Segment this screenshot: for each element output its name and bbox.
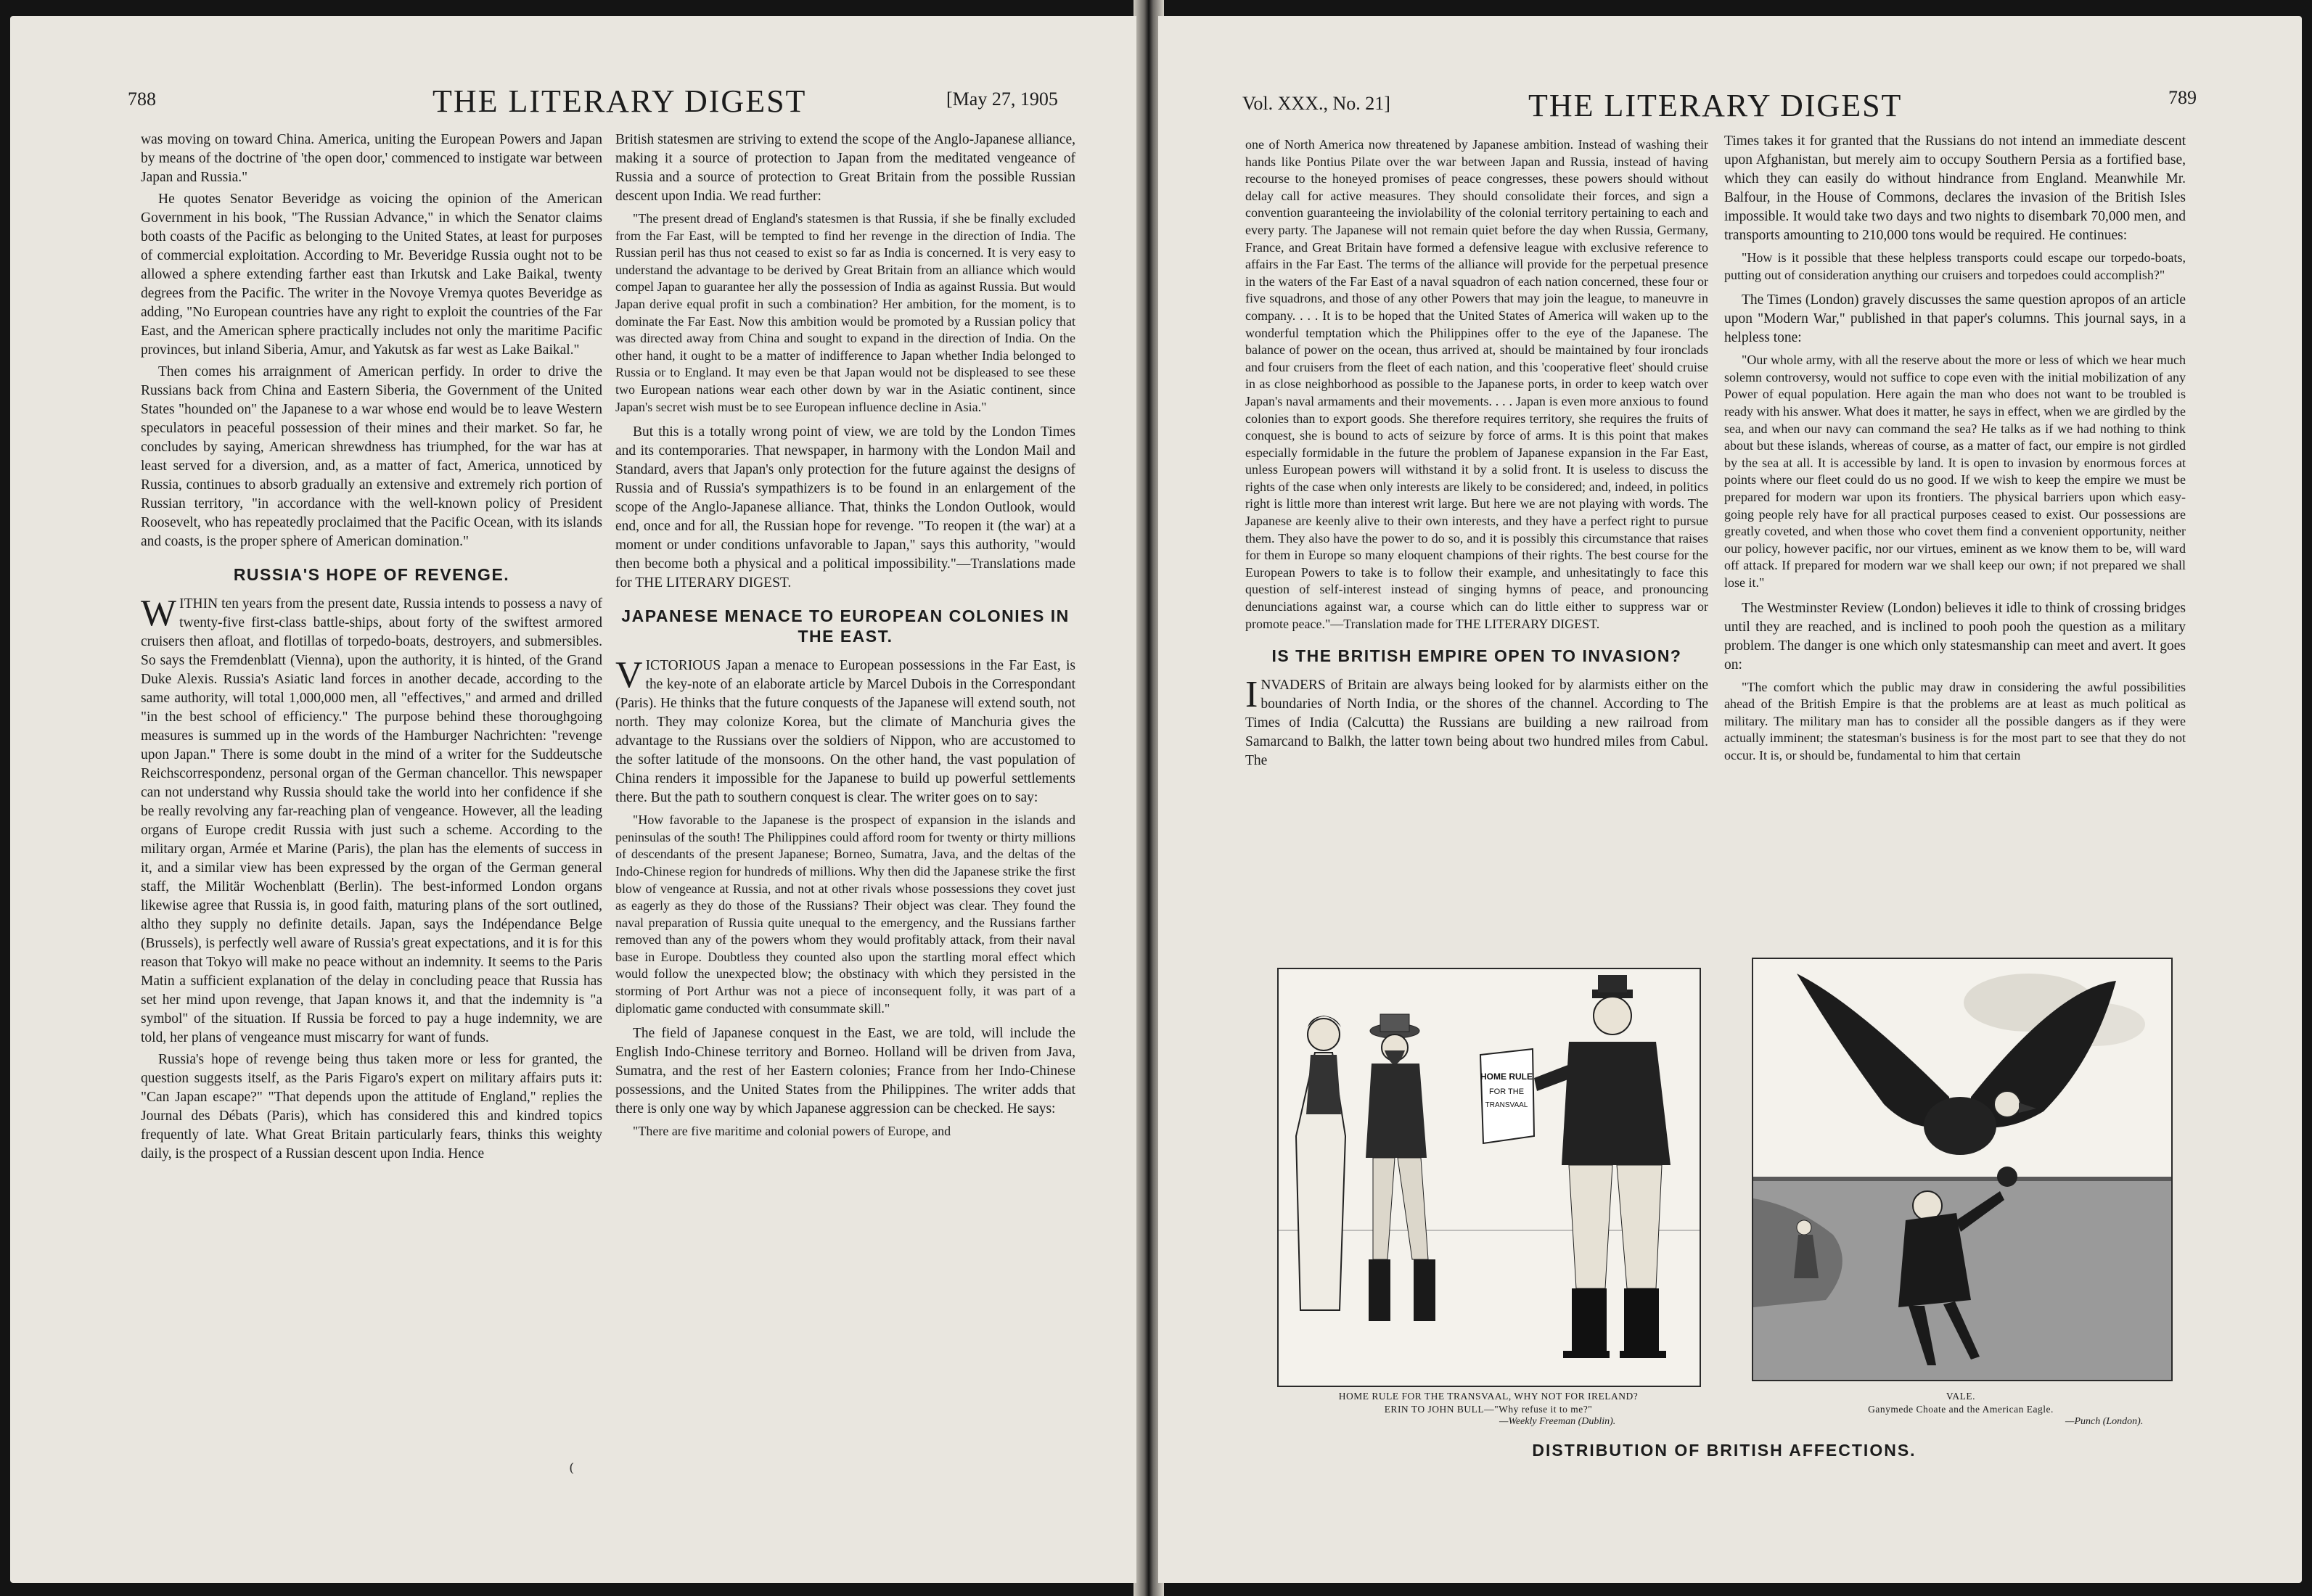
block-quote: "Our whole army, with all the reserve about the more or less of which we hear much solemn controversy, would not suffice to cope even with the initial mobilization of any Power of equal population. Here again the man who does not want to be troubled is ready with his answer. What does it matter, he says in effect, when we are girdled by the sea, and when our navy can command the sea? He talks as if we had nothing to think about but these islands, whereas of course, as a matter of fact, our empire is not girdled by the sea at all. It is accessible by land. It is open to invasion by enormous forces at points where our fleet could do us no good. If we wish to keep the empire we must be prepared for modern war upon its frontiers. The physical barriers upon which easy-going people rely have for all practical purposes ceased to exist. Our possessions are greatly coveted, and when those who covet them find a convenient opportunity, neither our policy, however pacific, nor our virtues, eminent as we know them to be, will ward off attack. If prepared for modern war we shall keep our own; if not prepared we shall lose it." [1724,353,2186,590]
block-quote: "The present dread of England's statesmen is that Russia, if she be finally excluded from the Far East, will be tempted to find her revenge in the direction of India. The Russian peril has thus not ceased to exist so far as India is concerned. It is very easy to understand the advantage to be derived by Great Britain from an alliance which would compel Japan to guarantee her ally the possession of India as against Russia. But would Japan derive equal profit in such a combination? Her ambition, for the moment, is to dominate the Far East. Now this ambition would be promoted by a Russian policy that was directed away from China and sought to expand in the direction of India. On the other hand, it ought to be a matter of indifference to Japan whether India belonged to Russia or to England. It may even be that Japan would not be displeased to see these two European nations wear each other down by war in the Asiatic continent, since Japan's secret wish must be to see European influence decline in Asia." [615,211,1075,414]
left-page [10,16,1136,1583]
cartoon-illustration [1279,969,1700,1386]
page-number: 788 [128,89,156,110]
drop-cap: I [1245,674,1258,716]
paragraph: ICTORIOUS Japan a menace to European possessions in the Far East, is the key-note of an elaborate article by Marcel Dubois in the Correspondant (Paris). He thinks that the future conquests of the Japanese will extend south, not north. They may colonize Korea, but the climate of Manchuria gives the advantage to the Russians over the soldiers of Nippon, who are accustomed to the softer latitude of the monsoons. On the other hand, the vast population of China renders it impossible for the Japanese to build up powerful settlements there. But the path to southern conquest is clear. The writer goes on to say: [615,658,1075,806]
masthead: THE LITERARY DIGEST [433,83,807,119]
paragraph: The Westminster Review (London) believes it idle to think of crossing bridges until they are reached, and is inclined to pooh pooh the question as a military problem. The danger is one which only statesmanship can meet and avert. It goes on: [1724,600,2186,672]
block-quote: "The comfort which the public may draw in considering the awful possibilities ahead of the British Empire is that the problems are at least as much political as military. The military man has to consider all the possible dangers as if they were actually imminent; the statesman's business is for the most part to see that they do not occur. It is, or should be, fundamental to him that certain [1724,679,2186,762]
page-number: 789 [2168,87,2197,108]
cartoon-caption-title: HOME RULE FOR THE TRANSVAAL, WHY NOT FOR IRELAND? [1338,1391,1639,1402]
cartoon-vale [1752,958,2173,1381]
pencil-mark: ⁽ [569,1460,575,1484]
drop-cap: V [615,654,643,696]
cartoon-caption-title: VALE. [1946,1391,1976,1402]
cartoon-caption-subtitle: Ganymede Choate and the American Eagle. [1868,1404,2054,1415]
paragraph: But this is a totally wrong point of view, we are told by the London Times and its contemporaries. That newspaper, in harmony with the London Mail and Standard, avers that Japan's only protection for the future against the designs of Russia and of Russia's sympathizers is to be found in an enlargement of the scope of the Anglo-Japanese alliance. That, thinks the London Outlook, would end, once and for all, the Russian hope for revenge. "To reopen it (the war) at a moment or under conditions unfavorable to Japan," says this authority, "would then become both a physical and a political impossibility."—Translations made for THE LITERARY DIGEST. [615,424,1075,591]
spread-caption: DISTRIBUTION OF BRITISH AFFECTIONS. [1532,1441,1917,1460]
paragraph: The Times (London) gravely discusses the same question apropos of an article upon "Modern War," published in that paper's columns. This journal says, in a helpless tone: [1724,292,2186,346]
cartoon-caption-dialogue: ERIN TO JOHN BULL—"Why refuse it to me?" [1384,1404,1593,1415]
left-column-1 [141,131,602,1458]
issue-date: [May 27, 1905 [946,89,1058,110]
cartoon-illustration [1753,959,2171,1380]
article-heading: RUSSIA'S HOPE OF REVENGE. [233,565,510,584]
cartoon-source: —Weekly Freeman (Dublin). [1499,1416,1616,1427]
paragraph: The field of Japanese conquest in the East, we are told, will include the English Indo-Chinese territory and Borneo. Holland will be driven from Java, Sumatra, and the rest of her Eastern colonies; France from her Indo-Chinese possessions, and the United States from the Philippines. The writer adds that there is only one way by which Japanese aggression can be checked. He says: [615,1026,1075,1117]
paragraph: Times takes it for granted that the Russians do not intend an immediate descent upon Afghanistan, but merely aim to occupy Southern Persia as a fortified base, which they can easily do without hindrance from England. Meanwhile Mr. Balfour, in the House of Commons, declares the invasion of the British Isles impossible. It would take two days and two nights to disembark 70,000 men, and transports amounting to 210,000 tons would be required. He continues: [1724,133,2186,243]
left-column-2 [615,131,1075,1458]
right-page [1158,16,2302,1583]
paragraph: Russia's hope of revenge being thus taken more or less for granted, the question suggests itself, as the Paris Figaro's expert on military affairs puts it: "Can Japan escape?" "That depends upon the attitude of England," replies the Journal des Débats (Paris), which has considered this and kindred topics frequently of late. What Great Britain particularly fears, thinks this weighty daily, is the prospect of a Russian descent upon India. Hence [141,1052,602,1161]
sign-text-2: FOR THE [1488,1087,1525,1096]
volume-number: Vol. XXX., No. 21] [1242,93,1390,114]
article-heading: JAPANESE MENACE TO EUROPEAN COLONIES IN THE EAST. [621,606,1070,646]
right-column-1 [1245,132,1708,941]
block-quote: "How is it possible that these helpless transports could escape our torpedo-boats, putting out of consideration anything our cruisers and torpedoes could accomplish?" [1724,250,2186,282]
sign-text: HOME RULE [1480,1071,1533,1082]
block-quote: one of North America now threatened by Japanese ambition. Instead of washing their hands like Pontius Pilate over the war between Japan and Russia, instead of having recourse to the honeyed promises of peace congresses, these powers should without delay call for active measures. They should consolidate their forces, and sign a convention guaranteeing the inviolability of the colonial territory pertaining to each and every party. The Japanese will not remain quiet before the day when Russia, Germany, France, and Great Britain have formed a defensive league with exclusive reference to affairs in the Far East. The terms of the alliance will provide for the perpetual presence in the waters of the Far East of a naval squadron of each nation concerned, these four or five squadrons, and those of any other Powers that may join the league, to maneuvre in company. . . . It is to be hoped that the United States of America will waken up to the wonderful temptation which the Philippines offer to the eye of the Japanese. The balance of power on the ocean, thus arrived at, should be maintained by four ironclads and four cruisers from the fleet of each nation, and this 'cooperative fleet' should cruise in as close neighborhood as possible to the Japanese ports, in order to keep watch over Japan's naval armaments and their movements. . . . Japan is even more anxious to found colonies than to export goods. She therefore requires territory, she requires the fruits of conquest, she is bound to acts of seizure by force of arms. It is this point that makes especially formidable in the future the problem of Japanese expansion in the Far East, unless European powers will withstand it by a solid front. It is useless to discuss the rights of the case when only interests are likely to be considered; and, indeed, in politics right is little more than interest writ large. But here we are not playing with words. The Japanese are keenly alive to their own interests, and they have a perfect right to pursue them. They also have the power to do so, and it is possibly this circumstance that raises for them in Europe so many eloquent champions of their rights. The best course for the European Powers to take is to follow their example, and unhesitatingly to face this question of self-interest instead of singing hymns of peace, and pronouncing denunciations against war, a course which can do little either to suppress war or promote peace."—Translation made for THE LITERARY DIGEST. [1245,137,1708,631]
drop-cap: W [141,593,177,634]
right-column-2 [1724,132,2186,941]
paragraph: British statesmen are striving to extend the scope of the Anglo-Japanese alliance, making it a source of protection to Japan from the meditated vengeance of Russia and a source of protection to Great Britain from the possible Russian descent upon India. We read further: [615,132,1075,204]
block-quote: "How favorable to the Japanese is the prospect of expansion in the islands and peninsulas of the south! The Philippines could afford room for twenty or thirty millions of descendants of the present Japanese; Borneo, Sumatra, Java, and the deltas of the Indo-Chinese region for hundreds of millions. Why then did the Japanese strike the first blow of vengeance at Russia, and not at other rivals whose possessions they covet just as eagerly as they do those of the Russians? Their object was clear. They found the naval preparation of Russia quite unequal to the emergency, and the Russians farther removed than any of the powers whom they would profitably attack, from their naval base in Europe. Doubtless they counted also upon the startling moral effect which would follow the unexpected blow; the obstinacy with which they persisted in the storming of Port Arthur was not a piece of inconsequent folly, it was part of a diplomatic game conducted with consummate skill." [615,813,1075,1016]
paragraph: He quotes Senator Beveridge as voicing the opinion of the American Government in his book, "The Russian Advance," in which the Senator claims both coasts of the Pacific as belonging to the United States, at least for purposes of commercial exploitation. According to Mr. Beveridge Russia ought not to be allowed a sphere extending farther east than Irkutsk and Lake Baikal, twenty degrees from the Pacific. The writer in the Novoye Vremya quotes Beveridge as adding, "No European countries have any right to exploit the countries of the Far East, and the American sphere practically includes not only the maritime Pacific provinces, but inland Siberia, Amur, and Yakutsk as far west as Lake Baikal." [141,192,602,358]
article-heading: IS THE BRITISH EMPIRE OPEN TO INVASION? [1271,646,1682,666]
cartoon-source: —Punch (London). [2065,1416,2144,1427]
masthead: THE LITERARY DIGEST [1528,88,1903,123]
paragraph: was moving on toward China. America, uniting the European Powers and Japan by means of the doctrine of 'the open door,' commenced to instigate war between Japan and Russia." [141,132,602,185]
paragraph: NVADERS of Britain are always being looked for by alarmists either on the boundaries of North India, or the shores of the channel. According to The Times of India (Calcutta) the Russians are building a new railroad from Samarcand to Balkh, the latter town being about two hundred miles from Cabul. The [1245,678,1708,769]
sign-text-3: TRANSVAAL [1485,1101,1528,1109]
cartoon-home-rule [1277,968,1701,1387]
paragraph: Then comes his arraignment of American perfidy. In order to drive the Russians back from China and Eastern Siberia, the Government of the United States "hounded on" the Japanese to a war whose end would be to leave Western speculators in peaceful possession of their mines and their market. So far, he concludes by saying, American shrewdness has triumphed, for the war has at least served for a diversion, and, as a matter of fact, America, unnoticed by Russia, continues to absorb gradually an extensive and extremely rich portion of Russian territory, "in accordance with the well-known policy of President Roosevelt, who has repeatedly proclaimed that the Pacific Ocean, with its islands and coasts, is the proper sphere of American domination." [141,364,602,549]
paragraph: ITHIN ten years from the present date, Russia intends to possess a navy of twenty-five first-class battle-ships, about forty of the swiftest armored cruisers then afloat, and flotillas of torpedo-boats, destroyers, and submersibles. So says the Fremdenblatt (Vienna), upon the authority, it is hinted, of the Grand Duke Alexis. Russia's Asiatic land forces in another decade, according to the same authority, will total 1,000,000 men, all "effectives," and armed and drilled "in the best school of efficiency." The purpose behind these thoroughgoing measures is summed up in the words of the Hamburger Nachrichten: "revenge upon Japan." There is some doubt in the mind of a writer for the Suddeutsche Reichscorrespondenz, personal organ of the German chancellor. This newspaper can not understand why Russia should take the world into her confidence if she be really revolving any far-reaching plan of vengeance. However, all the leading organs of Europe credit Russia with just such a scheme. According to the military organ, Armée et Marine (Paris), the plan has the elements of success in it, and a similar view has been expressed by the organ of the German general staff, the Militär Wochenblatt (Berlin). The best-informed London organs likewise agree that Russia is, in good faith, maturing plans of the sort outlined, altho they supply no definite details. Japan, says the Indépendance Belge (Brussels), is perfectly well aware of Russia's great expectations, and it is for this reason that Tokyo will make no peace without an indemnity. It seems to the Paris Matin a sufficient explanation of the delay in concluding peace that Russia has set her mind upon revenge, that Japan knows it, and that the indemnity is "a symbol" of the situation. If Russia be forced to pay a huge indemnity, we are told, her plans of vengeance must miscarry for want of funds. [141,596,602,1045]
block-quote: "There are five maritime and colonial powers of Europe, and [633,1124,951,1139]
